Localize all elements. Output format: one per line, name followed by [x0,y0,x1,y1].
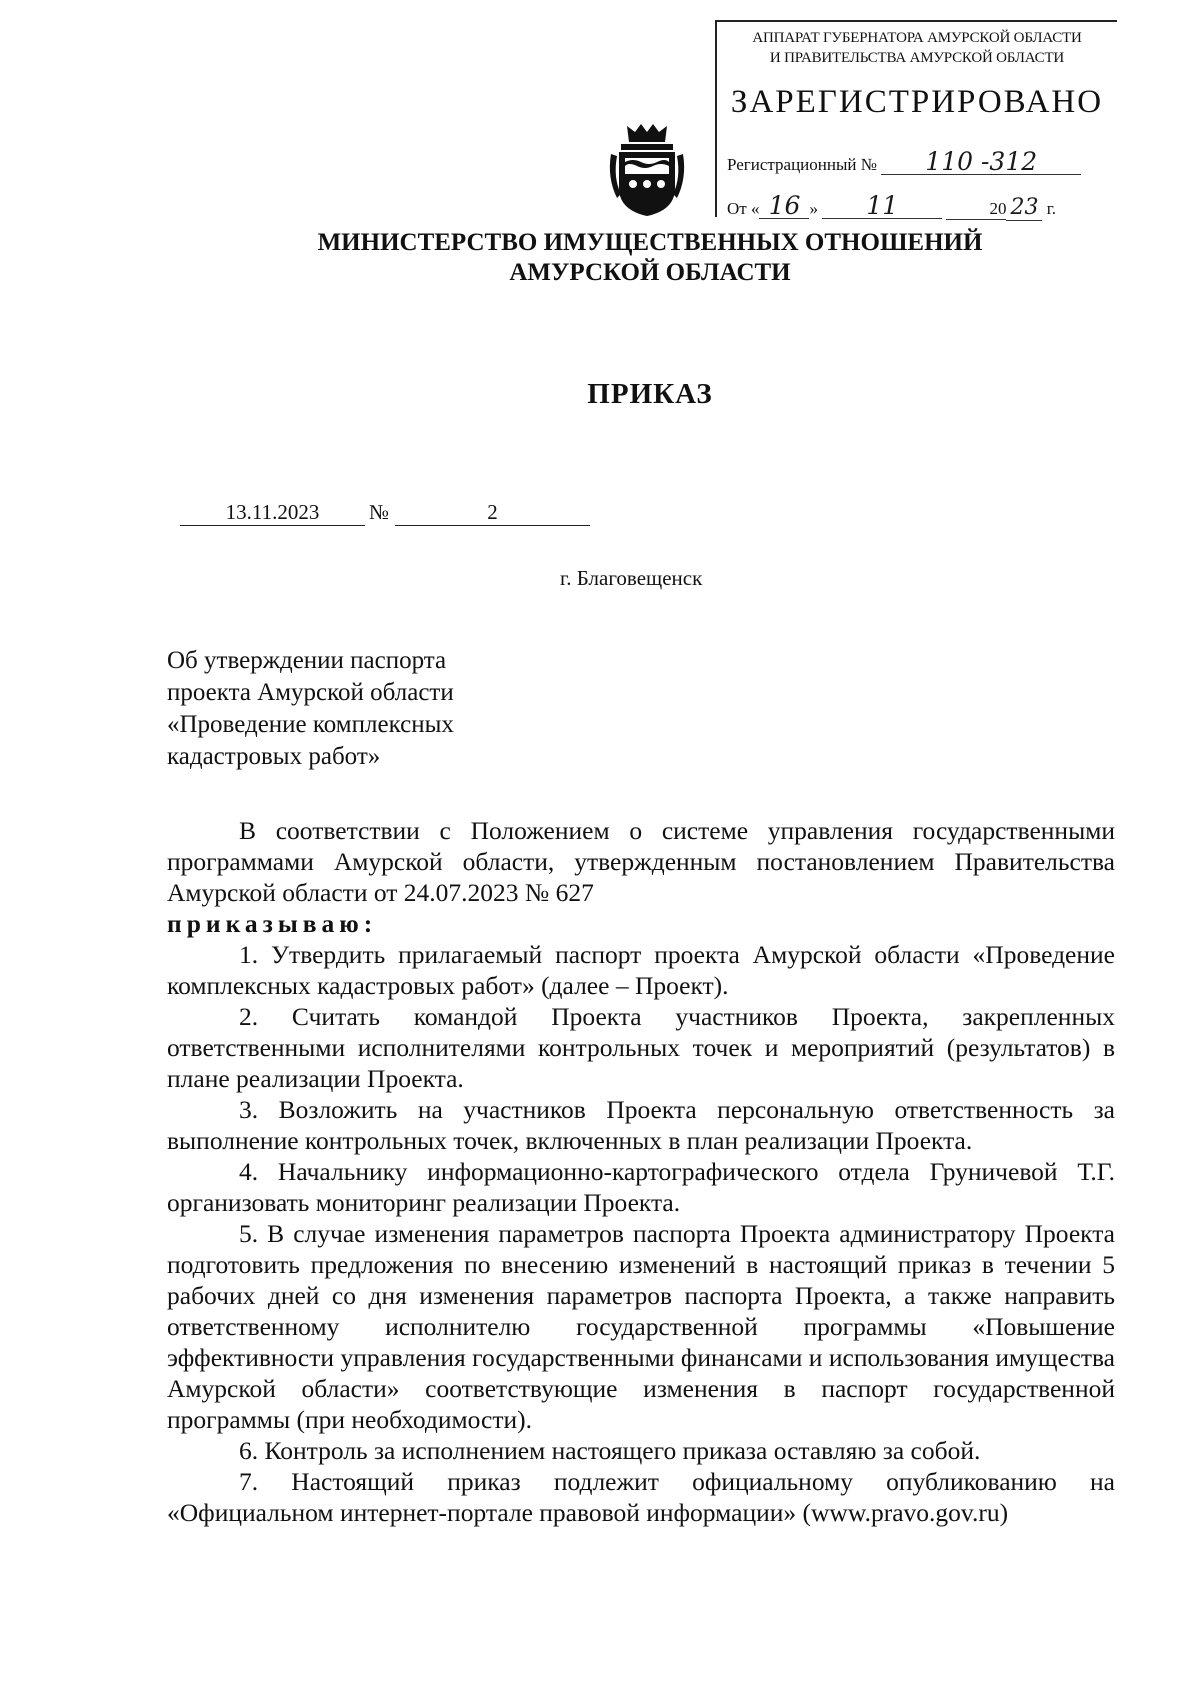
stamp-reg-number: 110 -312 [881,150,1081,175]
stamp-year-suffix: 23 [1006,196,1042,221]
decree-word: приказываю: [167,909,378,938]
preamble-paragraph: В соответствии с Положением о системе управления государственными программами Амурской области, утвержденным постановлением Правительства Амурской области от 24.07.2023 № 627 [167,816,1115,907]
stamp-org-line1: АППАРАТ ГУБЕРНАТОРА АМУРСКОЙ ОБЛАСТИ [752,30,1082,46]
order-item: 5. В случае изменения параметров паспорта Проекта администратору Проекта подготовить предложения по внесению изменений в настоящий приказ в течении 5 рабочих дней со дня изменения параметров паспорта Проекта, а также направить ответственному исполнителю государственной программы «Повышение эффективности управления государственными финансами и использования имущества Амурской области» соответствующие изменения в паспорт государственной программы (при необходимости). [167,1219,1115,1434]
city-name: г. Благовещенск [560,566,703,590]
document-body [167,815,1115,1528]
ministry-line1: МИНИСТЕРСТВО ИМУЩЕСТВЕННЫХ ОТНОШЕНИЙ [317,229,983,256]
stamp-from-label: От « [727,199,760,218]
stamp-date-row [727,191,1057,221]
order-item: 1. Утвердить прилагаемый паспорт проекта Амурской области «Проведение комплексных кадастровых работ» (далее – Проект). [167,940,1115,1000]
stamp-org-line2: И ПРАВИТЕЛЬСТВА АМУРСКОЙ ОБЛАСТИ [769,50,1065,66]
stamp-reg-label: Регистрационный № [727,155,877,174]
stamp-year-unit: г. [1046,199,1057,218]
order-item: 3. Возложить на участников Проекта персональную ответственность за выполнение контрольных точек, включенных в план реализации Проекта. [167,1095,1115,1155]
date-number-line [180,500,590,526]
order-item: 7. Настоящий приказ подлежит официальному опубликованию на «Официальном интернет-портале правовой информации» (www.pravo.gov.ru) [167,1467,1115,1527]
order-item: 2. Считать командой Проекта участников Проекта, закрепленных ответственными исполнителями контрольных точек и мероприятий (результатов) в плане реализации Проекта. [167,1002,1115,1093]
coat-of-arms-icon [607,118,687,218]
stamp-day: 16 [759,194,809,219]
subject-line: Об утверждении паспорта [167,647,447,674]
document-type: ПРИКАЗ [587,378,713,410]
stamp-month: 11 [822,194,942,219]
registration-stamp [715,20,1117,220]
order-item: 4. Начальнику информационно-картографического отдела Груничевой Т.Г. организовать мониторинг реализации Проекта. [167,1157,1115,1217]
stamp-day-close: » [809,199,818,218]
document-date: 13.11.2023 [180,500,365,526]
subject-line: «Проведение комплексных [167,711,454,738]
document-number: 2 [395,500,590,526]
stamp-organization [725,28,1109,68]
stamp-reg-number-row [727,147,1081,176]
ministry-line2: АМУРСКОЙ ОБЛАСТИ [509,259,791,286]
subject-line: проекта Амурской области [167,679,454,706]
stamp-registered-label: ЗАРЕГИСТРИРОВАНО [730,84,1104,120]
stamp-year-prefix: 20 [946,199,1006,220]
order-item: 6. Контроль за исполнением настоящего приказа оставляю за собой. [239,1436,981,1465]
number-label: № [369,500,390,524]
subject-line: кадастровых работ» [167,743,381,770]
document-subject [167,645,587,773]
ministry-name [200,228,1100,288]
